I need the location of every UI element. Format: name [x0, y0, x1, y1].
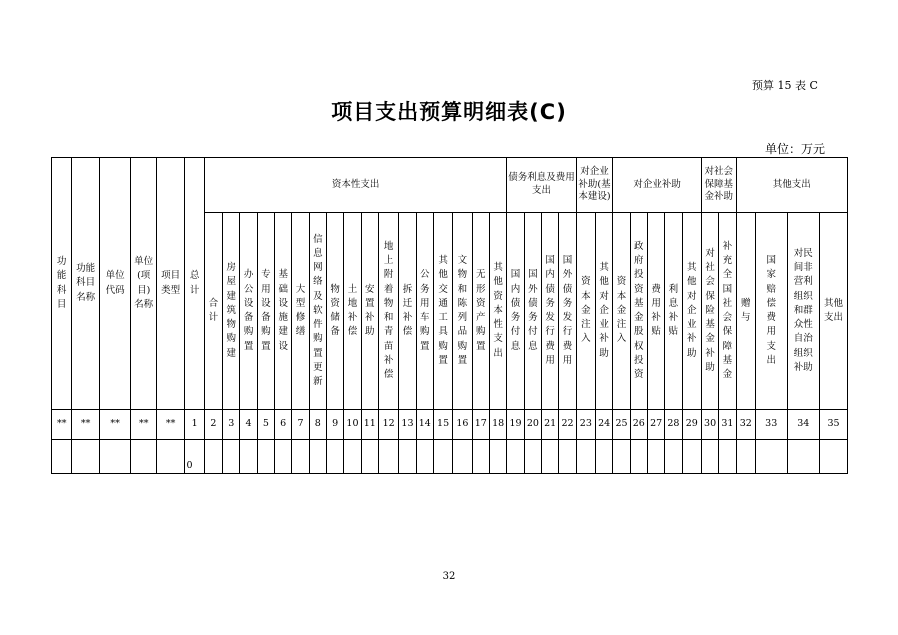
- col-header: 无形资产购置: [472, 213, 489, 410]
- col-header: 大型修缮: [292, 213, 309, 410]
- table-cell: [99, 440, 131, 474]
- group-social-security-fund: 对社会保障基金补助: [701, 158, 736, 213]
- index-cell: **: [131, 410, 156, 440]
- index-cell: **: [99, 410, 131, 440]
- table-cell: [736, 440, 755, 474]
- index-cell: 1: [185, 410, 204, 440]
- index-cell: 21: [542, 410, 559, 440]
- index-cell: 3: [223, 410, 240, 440]
- index-cell: 33: [755, 410, 787, 440]
- col-header: 资本金注入: [576, 213, 595, 410]
- index-cell: 2: [204, 410, 222, 440]
- form-code: 预算 15 表 C: [752, 79, 818, 92]
- table-cell: [559, 440, 576, 474]
- index-cell: 27: [647, 410, 664, 440]
- col-header: 其他对企业补助: [682, 213, 701, 410]
- index-cell: 29: [682, 410, 701, 440]
- table-cell: [682, 440, 701, 474]
- col-header: 其他交通工具购置: [433, 213, 452, 410]
- table-cell: [576, 440, 595, 474]
- col-header: 文物和陈列品购置: [453, 213, 472, 410]
- page-number: 32: [442, 571, 456, 582]
- col-header: 其他对企业补助: [596, 213, 613, 410]
- index-cell: 17: [472, 410, 489, 440]
- table-cell: [507, 440, 524, 474]
- col-header: 费用补贴: [647, 213, 664, 410]
- table-cell: [665, 440, 682, 474]
- table-cell: [630, 440, 647, 474]
- table-cell: [240, 440, 257, 474]
- index-cell: 35: [820, 410, 848, 440]
- table-cell: [292, 440, 309, 474]
- table-cell: [416, 440, 433, 474]
- group-capital-expenditure: 资本性支出: [204, 158, 507, 213]
- index-cell: 4: [240, 410, 257, 440]
- table-cell: [52, 440, 72, 474]
- index-cell: 32: [736, 410, 755, 440]
- index-cell: 15: [433, 410, 452, 440]
- col-header: 物资储备: [326, 213, 343, 410]
- index-cell: 5: [257, 410, 274, 440]
- table-cell: [472, 440, 489, 474]
- col-header: 补充全国社会保障基金: [719, 213, 736, 410]
- col-header: 国内债务付息: [507, 213, 524, 410]
- col-header: 资本金注入: [613, 213, 630, 410]
- col-header: 利息补贴: [665, 213, 682, 410]
- col-header: 对社会保险基金补助: [701, 213, 718, 410]
- col-header: 信息网络及软件购置更新: [309, 213, 326, 410]
- group-enterprise-subsidy-capital: 对企业补助(基本建设): [576, 158, 613, 213]
- header-func-subject-name: 功能科目名称: [72, 158, 100, 410]
- table-cell: [787, 440, 820, 474]
- index-cell: 18: [489, 410, 506, 440]
- table-cell: [755, 440, 787, 474]
- table-cell: [275, 440, 292, 474]
- table-cell: [223, 440, 240, 474]
- col-header: 国外债务发行费用: [559, 213, 576, 410]
- table-cell: [326, 440, 343, 474]
- table-cell: [309, 440, 326, 474]
- table-cell: [378, 440, 398, 474]
- header-project-type: 项目类型: [156, 158, 185, 410]
- index-cell: 28: [665, 410, 682, 440]
- col-header: 拆迁补偿: [399, 213, 416, 410]
- col-header: 公务用车购置: [416, 213, 433, 410]
- col-header: 对民间非营利组织和群众性自治组织补助: [787, 213, 820, 410]
- unit-label: 单位：万元: [765, 142, 826, 156]
- col-header: 办公设备购置: [240, 213, 257, 410]
- index-cell: 12: [378, 410, 398, 440]
- index-cell: 14: [416, 410, 433, 440]
- index-cell: 23: [576, 410, 595, 440]
- table-cell: [820, 440, 848, 474]
- header-unit-project-name: 单位(项目)名称: [131, 158, 156, 410]
- table-cell: [72, 440, 100, 474]
- index-cell: **: [52, 410, 72, 440]
- table-cell: [433, 440, 452, 474]
- col-header: 其他支出: [820, 213, 848, 410]
- table-cell: [156, 440, 185, 474]
- table-cell: [204, 440, 222, 474]
- col-header: 合计: [204, 213, 222, 410]
- index-row: [52, 410, 848, 440]
- group-enterprise-subsidy: 对企业补助: [613, 158, 702, 213]
- index-cell: 13: [399, 410, 416, 440]
- col-header: 政府投资基金股权投资: [630, 213, 647, 410]
- index-cell: **: [72, 410, 100, 440]
- table-cell: [524, 440, 541, 474]
- col-header: 国外债务付息: [524, 213, 541, 410]
- index-cell: **: [156, 410, 185, 440]
- budget-table: [51, 157, 848, 474]
- table-cell: [647, 440, 664, 474]
- col-header: 房屋建筑物购建: [223, 213, 240, 410]
- table-cell: [613, 440, 630, 474]
- table-cell: [489, 440, 506, 474]
- col-header: 其他资本性支出: [489, 213, 506, 410]
- index-cell: 7: [292, 410, 309, 440]
- index-cell: 31: [719, 410, 736, 440]
- table-cell: [453, 440, 472, 474]
- col-header: 土地补偿: [344, 213, 361, 410]
- grand-total-value: 0: [185, 440, 204, 474]
- index-cell: 11: [361, 410, 378, 440]
- col-header: 专用设备购置: [257, 213, 274, 410]
- col-header: 基础设施建设: [275, 213, 292, 410]
- col-header: 赠与: [736, 213, 755, 410]
- index-cell: 10: [344, 410, 361, 440]
- table-cell: [361, 440, 378, 474]
- table-cell: [542, 440, 559, 474]
- index-cell: 9: [326, 410, 343, 440]
- page-title: 项目支出预算明细表(C): [331, 100, 567, 124]
- col-header: 国内债务发行费用: [542, 213, 559, 410]
- table-row: [52, 440, 848, 474]
- col-header: 国家赔偿费用支出: [755, 213, 787, 410]
- table-cell: [399, 440, 416, 474]
- table-cell: [131, 440, 156, 474]
- index-cell: 25: [613, 410, 630, 440]
- table-cell: [701, 440, 718, 474]
- table-cell: [344, 440, 361, 474]
- index-cell: 34: [787, 410, 820, 440]
- table-cell: [257, 440, 274, 474]
- group-debt-interest: 债务利息及费用支出: [507, 158, 576, 213]
- header-unit-code: 单位代码: [99, 158, 131, 410]
- index-cell: 22: [559, 410, 576, 440]
- table-cell: [596, 440, 613, 474]
- index-cell: 19: [507, 410, 524, 440]
- index-cell: 6: [275, 410, 292, 440]
- index-cell: 8: [309, 410, 326, 440]
- header-grand-total: 总计: [185, 158, 204, 410]
- index-cell: 26: [630, 410, 647, 440]
- index-cell: 24: [596, 410, 613, 440]
- col-header: 地上附着物和青苗补偿: [378, 213, 398, 410]
- header-func-subject: 功能科目: [52, 158, 72, 410]
- group-other-expenditure: 其他支出: [736, 158, 847, 213]
- index-cell: 20: [524, 410, 541, 440]
- index-cell: 16: [453, 410, 472, 440]
- index-cell: 30: [701, 410, 718, 440]
- col-header: 安置补助: [361, 213, 378, 410]
- table-cell: [719, 440, 736, 474]
